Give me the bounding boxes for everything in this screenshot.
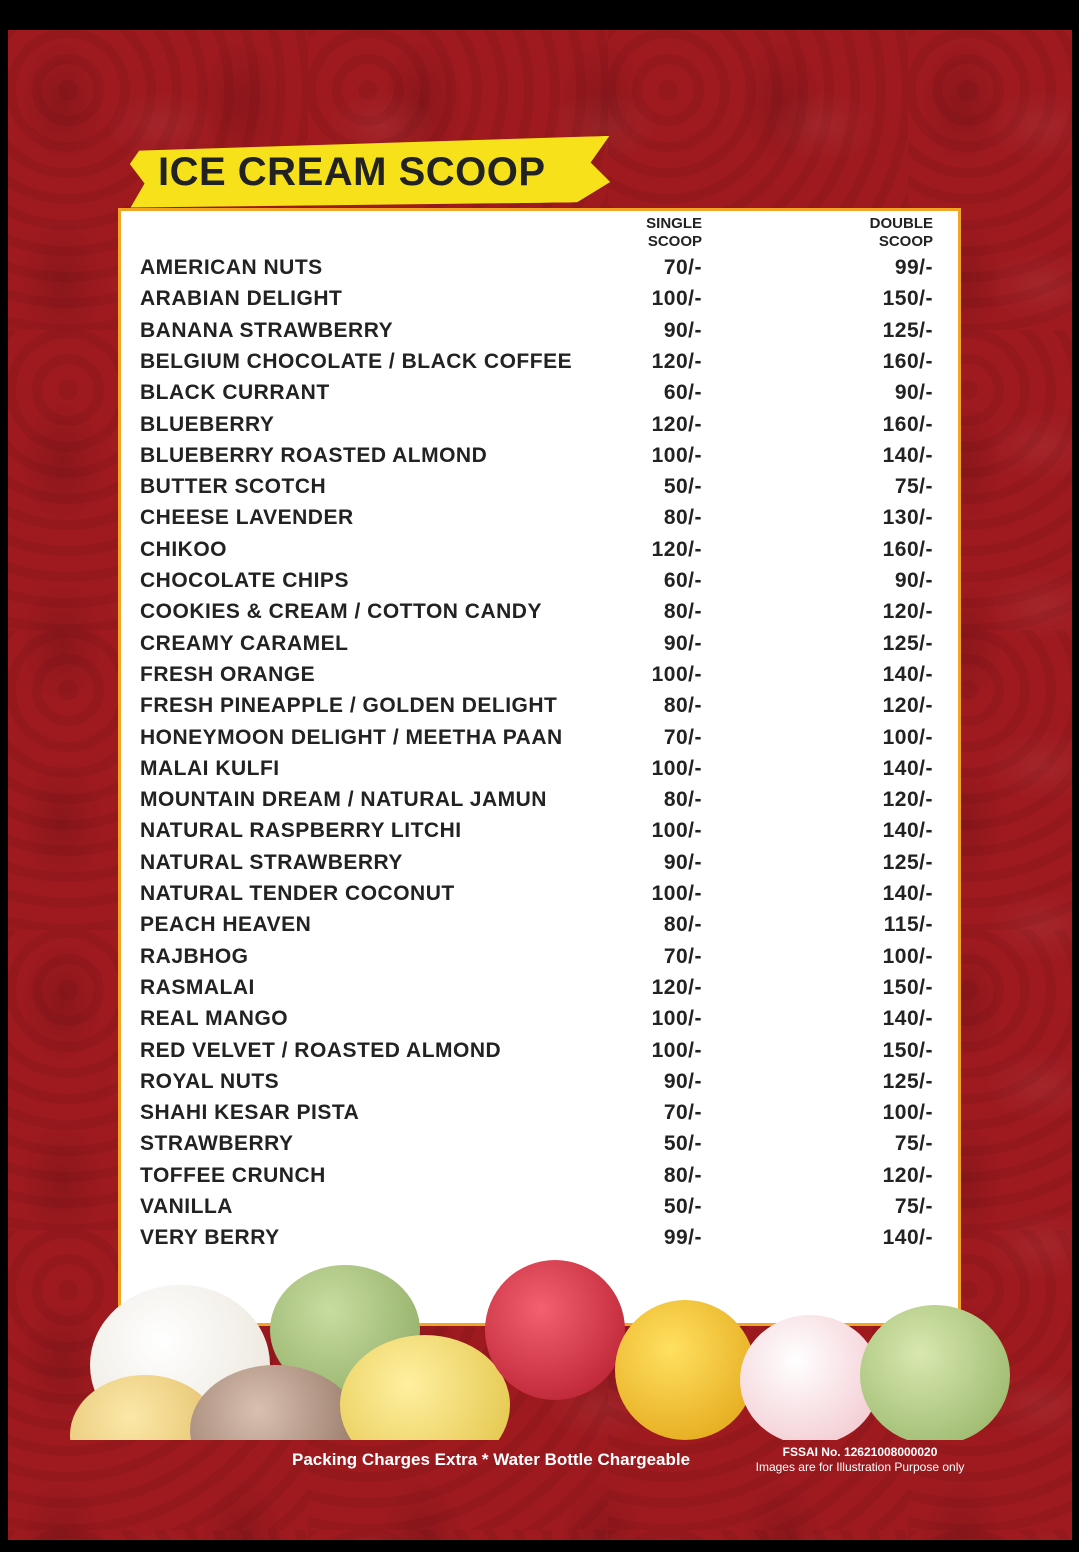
item-name: BELGIUM CHOCOLATE / BLACK COFFEE — [140, 349, 573, 373]
double-price: 125/- — [882, 850, 933, 874]
single-price: 60/- — [663, 569, 702, 592]
item-name: BLUEBERRY ROASTED ALMOND — [140, 443, 488, 467]
menu-item — [140, 1039, 933, 1069]
item-name: MOUNTAIN DREAM / NATURAL JAMUN — [140, 788, 547, 812]
item-name: NATURAL TENDER COCONUT — [140, 882, 455, 905]
double-price: 115/- — [883, 913, 933, 937]
single-price: 90/- — [663, 850, 702, 874]
double-price: 140/- — [882, 1226, 933, 1250]
item-name: VANILLA — [140, 1195, 233, 1218]
single-price: 70/- — [663, 256, 702, 279]
single-price: 90/- — [663, 318, 702, 342]
double-price: 150/- — [882, 975, 933, 999]
double-price: 140/- — [882, 443, 933, 467]
menu-item — [140, 506, 933, 536]
packing-charges-note: Packing Charges Extra * Water Bottle Chargeable — [292, 1450, 691, 1469]
item-name: NATURAL STRAWBERRY — [140, 850, 403, 874]
single-price: 70/- — [663, 1101, 702, 1125]
single-price: 100/- — [651, 819, 702, 843]
menu-item — [140, 694, 933, 724]
menu-item — [140, 663, 933, 693]
single-price: 120/- — [651, 537, 702, 561]
double-price: 90/- — [894, 569, 933, 592]
menu-item — [140, 1007, 933, 1037]
page-title: ICE CREAM SCOOP — [158, 150, 546, 194]
menu-item — [140, 1164, 933, 1194]
double-price: 125/- — [882, 318, 933, 342]
double-price: 160/- — [882, 412, 933, 436]
menu-item — [140, 851, 933, 881]
item-name: STRAWBERRY — [140, 1132, 294, 1156]
single-scoop-header: SINGLE SCOOP — [646, 215, 702, 250]
menu-item — [140, 319, 933, 349]
menu-item — [140, 350, 933, 380]
double-price: 150/- — [882, 287, 933, 311]
item-name: RED VELVET / ROASTED ALMOND — [140, 1038, 502, 1062]
single-price: 90/- — [663, 1069, 702, 1093]
menu-item — [140, 538, 933, 568]
double-price: 100/- — [882, 725, 933, 749]
double-price: 130/- — [882, 506, 933, 530]
item-name: TOFFEE CRUNCH — [140, 1163, 326, 1187]
orange-scoop — [615, 1300, 755, 1440]
single-price: 120/- — [651, 349, 702, 373]
double-price: 140/- — [882, 1007, 933, 1031]
double-price: 90/- — [894, 381, 933, 405]
menu-item — [140, 1070, 933, 1100]
menu-item — [140, 475, 933, 505]
menu-item — [140, 256, 933, 286]
double-price: 75/- — [894, 475, 933, 499]
menu-item — [140, 1195, 933, 1225]
double-price: 100/- — [882, 1101, 933, 1125]
menu-item — [140, 444, 933, 474]
illustration-disclaimer: Images are for Illustration Purpose only — [755, 1460, 965, 1474]
double-price: 120/- — [882, 1163, 933, 1187]
single-price: 80/- — [663, 506, 702, 530]
raspberry-ripple-scoop — [740, 1315, 880, 1440]
ice-cream-images — [70, 1255, 1010, 1440]
menu-item — [140, 381, 933, 411]
single-price: 50/- — [663, 1195, 702, 1218]
single-price: 70/- — [663, 725, 702, 749]
item-name: CHOCOLATE CHIPS — [140, 569, 349, 592]
single-price: 80/- — [663, 1163, 702, 1187]
item-name: CHIKOO — [140, 537, 227, 561]
double-price: 140/- — [882, 819, 933, 843]
menu-item — [140, 632, 933, 662]
item-name: VERY BERRY — [140, 1226, 280, 1250]
menu-item — [140, 569, 933, 599]
single-price: 100/- — [651, 287, 702, 311]
double-price: 100/- — [882, 944, 933, 968]
item-name: BUTTER SCOTCH — [140, 475, 327, 499]
menu-item — [140, 945, 933, 975]
item-name: REAL MANGO — [140, 1007, 289, 1031]
item-name: RASMALAI — [140, 975, 255, 999]
double-price: 120/- — [882, 600, 933, 624]
single-price: 100/- — [651, 756, 702, 780]
item-name: RAJBHOG — [140, 944, 249, 968]
double-price: 125/- — [882, 1069, 933, 1093]
single-price: 70/- — [663, 944, 702, 968]
kiwi-scoop — [860, 1305, 1010, 1440]
item-name: BANANA STRAWBERRY — [140, 318, 394, 342]
single-price: 120/- — [651, 412, 702, 436]
legal-info — [750, 1445, 970, 1475]
single-price: 60/- — [663, 381, 702, 405]
item-name: PEACH HEAVEN — [140, 913, 312, 937]
menu-item — [140, 1101, 933, 1131]
menu-item — [140, 976, 933, 1006]
single-price: 100/- — [651, 443, 702, 467]
menu-item — [140, 757, 933, 787]
item-name: CHEESE LAVENDER — [140, 506, 354, 530]
double-price: 160/- — [882, 349, 933, 373]
single-price: 100/- — [651, 662, 702, 686]
single-price: 80/- — [663, 788, 702, 812]
strawberry-scoop — [485, 1260, 625, 1400]
menu-item — [140, 1132, 933, 1162]
menu-item — [140, 882, 933, 912]
double-price: 75/- — [894, 1132, 933, 1156]
single-price: 99/- — [663, 1226, 702, 1250]
item-name: HONEYMOON DELIGHT / MEETHA PAAN — [140, 725, 563, 749]
fssai-number: FSSAI No. 12621008000020 — [782, 1445, 938, 1459]
item-name: FRESH PINEAPPLE / GOLDEN DELIGHT — [140, 694, 558, 718]
single-price: 120/- — [651, 975, 702, 999]
item-name: AMERICAN NUTS — [140, 256, 323, 279]
menu-item — [140, 726, 933, 756]
double-price: 140/- — [882, 882, 933, 905]
double-price: 99/- — [894, 256, 933, 279]
menu-item — [140, 600, 933, 630]
single-price: 80/- — [663, 600, 702, 624]
menu-item — [140, 1226, 933, 1256]
double-price: 125/- — [882, 631, 933, 655]
single-price: 100/- — [651, 1007, 702, 1031]
item-name: ARABIAN DELIGHT — [140, 287, 343, 311]
item-name: MALAI KULFI — [140, 756, 280, 780]
item-name: COOKIES & CREAM / COTTON CANDY — [140, 600, 542, 624]
single-price: 90/- — [663, 631, 702, 655]
item-name: SHAHI KESAR PISTA — [140, 1101, 360, 1125]
menu-item — [140, 819, 933, 849]
double-price: 140/- — [882, 756, 933, 780]
single-price: 80/- — [663, 913, 702, 937]
menu-item — [140, 287, 933, 317]
item-name: FRESH ORANGE — [140, 662, 316, 686]
menu-item — [140, 913, 933, 943]
single-price: 80/- — [663, 694, 702, 718]
item-name: NATURAL RASPBERRY LITCHI — [140, 819, 462, 843]
double-price: 160/- — [882, 537, 933, 561]
double-price: 120/- — [882, 694, 933, 718]
double-price: 75/- — [894, 1195, 933, 1218]
item-name: BLUEBERRY — [140, 412, 275, 436]
menu-item — [140, 788, 933, 818]
double-scoop-header: DOUBLE SCOOP — [869, 215, 933, 250]
menu-item — [140, 413, 933, 443]
item-name: BLACK CURRANT — [140, 381, 330, 405]
single-price: 50/- — [663, 475, 702, 499]
single-price: 100/- — [651, 1038, 702, 1062]
double-price: 150/- — [882, 1038, 933, 1062]
single-price: 100/- — [651, 882, 702, 905]
item-name: ROYAL NUTS — [140, 1069, 280, 1093]
item-name: CREAMY CARAMEL — [140, 631, 349, 655]
double-price: 140/- — [882, 662, 933, 686]
single-price: 50/- — [663, 1132, 702, 1156]
double-price: 120/- — [882, 788, 933, 812]
